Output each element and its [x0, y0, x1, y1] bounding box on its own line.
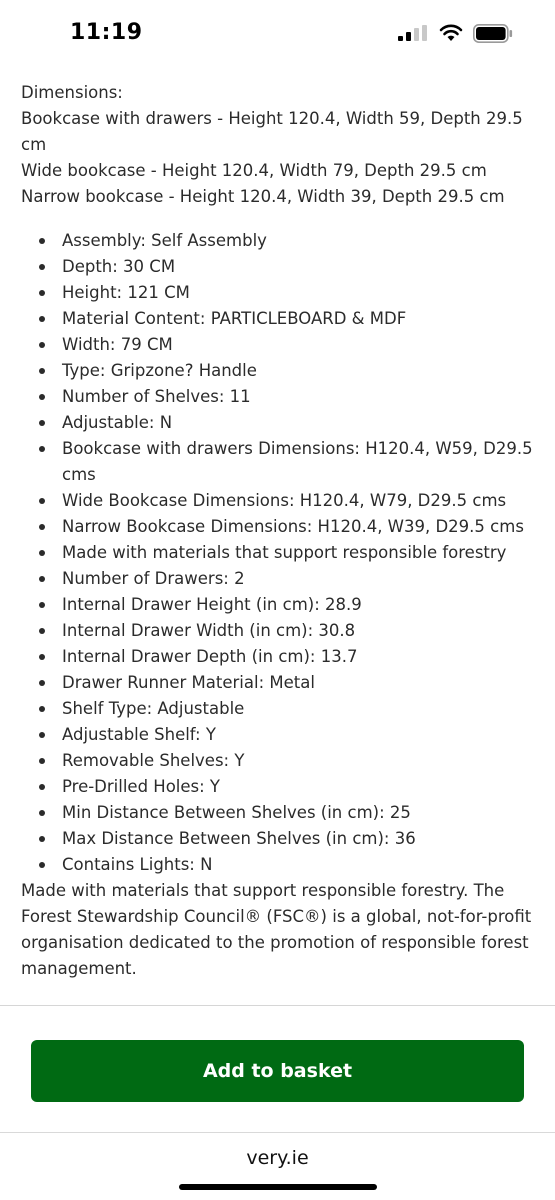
spec-item: Narrow Bookcase Dimensions: H120.4, W39, D29.5 cms	[21, 514, 537, 540]
add-to-basket-button[interactable]: Add to basket	[31, 1040, 524, 1102]
status-bar	[0, 0, 555, 64]
wifi-icon	[439, 24, 463, 42]
spec-item: Pre-Drilled Holes: Y	[21, 774, 537, 800]
spec-item: Bookcase with drawers Dimensions: H120.4, W59, D29.5 cms	[21, 436, 537, 488]
spec-item: Shelf Type: Adjustable	[21, 696, 537, 722]
spec-item: Contains Lights: N	[21, 852, 537, 878]
spec-item: Depth: 30 CM	[21, 254, 537, 280]
dimensions-heading: Dimensions:	[21, 83, 123, 102]
spec-item: Max Distance Between Shelves (in cm): 36	[21, 826, 537, 852]
spec-item: Made with materials that support responsible forestry	[21, 540, 537, 566]
spec-item: Removable Shelves: Y	[21, 748, 537, 774]
spec-item: Assembly: Self Assembly	[21, 228, 537, 254]
spec-item: Number of Shelves: 11	[21, 384, 537, 410]
spec-item: Internal Drawer Width (in cm): 30.8	[21, 618, 537, 644]
spec-list	[21, 228, 537, 878]
spec-item: Drawer Runner Material: Metal	[21, 670, 537, 696]
dimensions-line: Bookcase with drawers - Height 120.4, Width 59, Depth 29.5 cm	[21, 109, 523, 154]
spec-item: Wide Bookcase Dimensions: H120.4, W79, D29.5 cms	[21, 488, 537, 514]
dimensions-line: Wide bookcase - Height 120.4, Width 79, Depth 29.5 cm	[21, 161, 487, 180]
spec-item: Internal Drawer Depth (in cm): 13.7	[21, 644, 537, 670]
spec-item: Min Distance Between Shelves (in cm): 25	[21, 800, 537, 826]
product-details	[21, 80, 537, 982]
battery-icon	[473, 24, 513, 43]
spec-item: Internal Drawer Height (in cm): 28.9	[21, 592, 537, 618]
spec-item: Type: Gripzone? Handle	[21, 358, 537, 384]
spec-item: Material Content: PARTICLEBOARD & MDF	[21, 306, 537, 332]
dimensions-section	[21, 80, 537, 210]
signal-icon	[398, 25, 430, 41]
url-text: very.ie	[246, 1147, 309, 1169]
home-indicator[interactable]	[179, 1184, 377, 1190]
spec-item: Adjustable Shelf: Y	[21, 722, 537, 748]
spec-item: Number of Drawers: 2	[21, 566, 537, 592]
fsc-description: Made with materials that support responsible forestry. The Forest Stewardship Council® (FSC®) is a global, not-for-profit organisation dedicated to the promotion of responsible forest management.	[21, 881, 532, 978]
divider	[0, 1005, 555, 1006]
spec-item: Width: 79 CM	[21, 332, 537, 358]
spec-item: Adjustable: N	[21, 410, 537, 436]
spec-item: Height: 121 CM	[21, 280, 537, 306]
dimensions-line: Narrow bookcase - Height 120.4, Width 39, Depth 29.5 cm	[21, 187, 505, 206]
status-time: 11:19	[70, 20, 143, 45]
